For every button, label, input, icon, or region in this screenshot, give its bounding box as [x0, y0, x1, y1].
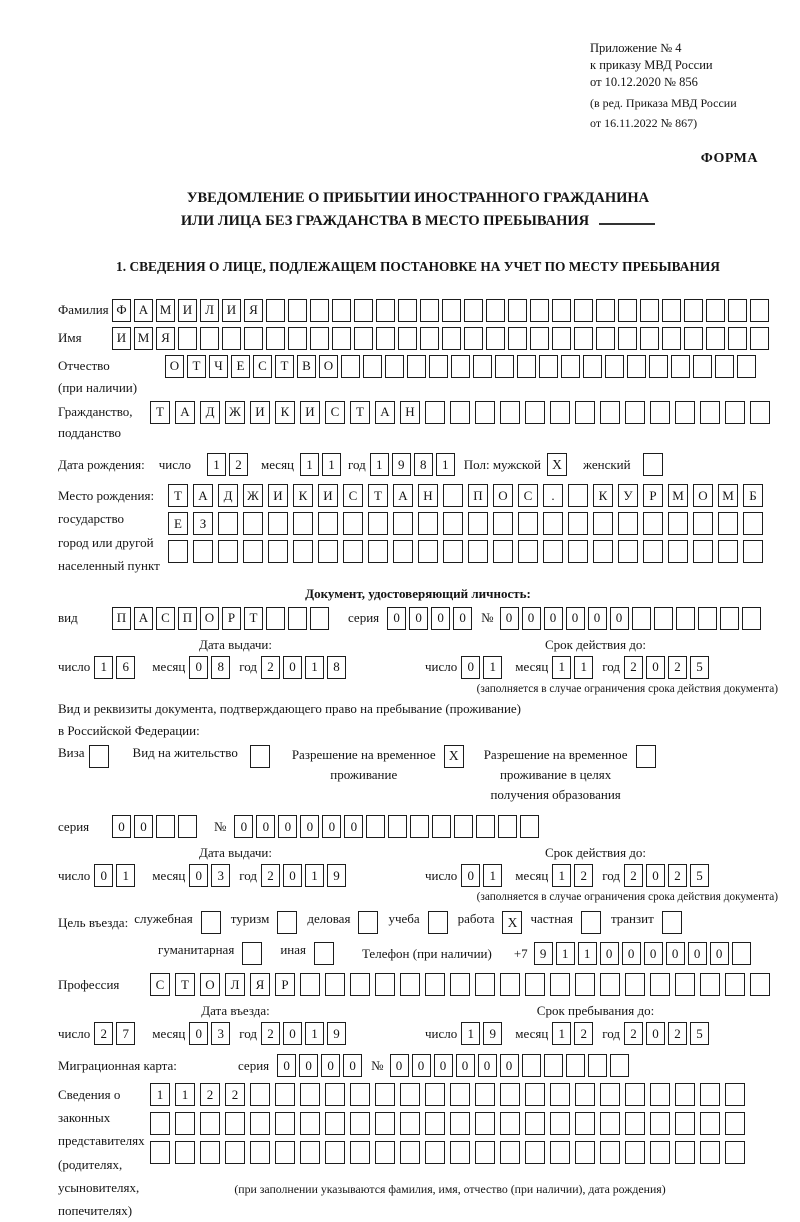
- residence-serial-row: [58, 815, 778, 838]
- year-label: год: [602, 1025, 621, 1041]
- surname-row: [58, 299, 778, 322]
- purpose-transit-label: транзит: [610, 911, 654, 927]
- purpose-tourism-label: туризм: [230, 911, 270, 927]
- stay-date-heading: Срок пребывания до:: [536, 1003, 655, 1019]
- residence-issue-day-cells[interactable]: 0 1: [94, 864, 138, 887]
- birth-date-row: [58, 453, 778, 476]
- identity-doc-dates: [58, 637, 778, 695]
- purpose-row1: [58, 911, 778, 934]
- month-label: месяц: [152, 659, 186, 675]
- validity-note: (заполняется в случае ограничения срока действия документа): [476, 682, 778, 695]
- purpose-humanitarian-label: гуманитарная: [158, 942, 235, 958]
- purpose-private-checkbox[interactable]: [581, 911, 601, 934]
- birth-day-cells[interactable]: 1 2: [207, 453, 251, 476]
- residence-doc-line2: в Российской Федерации:: [58, 722, 200, 738]
- patronymic-label: Отчество (при наличии): [58, 357, 138, 395]
- stay-day-cells[interactable]: 1 9: [461, 1022, 505, 1045]
- doc-type-label: вид: [58, 610, 78, 626]
- doc-seria-label: серия: [348, 610, 380, 626]
- representatives-cells-row1[interactable]: 1 1 2 2: [150, 1083, 750, 1106]
- entry-month-cells[interactable]: 0 3: [189, 1022, 233, 1045]
- representatives-label: Сведения о законных представителях (родителях, усыновителях, попечителях): [58, 1087, 145, 1218]
- migration-number-cells[interactable]: 0 0 0 0 0 0: [390, 1054, 632, 1077]
- residence-valid-day-cells[interactable]: 0 1: [461, 864, 505, 887]
- valid-date-heading: Срок действия до:: [544, 845, 647, 861]
- doc-issue-day-cells[interactable]: 1 6: [94, 656, 138, 679]
- name-label: Имя: [58, 330, 82, 346]
- year-label: год: [239, 1025, 258, 1041]
- phone-label: Телефон (при наличии): [361, 945, 492, 961]
- entry-day-cells[interactable]: 2 7: [94, 1022, 138, 1045]
- title-blank-line: [599, 209, 655, 225]
- purpose-work-checkbox[interactable]: X: [502, 911, 522, 934]
- edition-line: (в ред. Приказа МВД России: [590, 95, 737, 110]
- doc-type-cells[interactable]: П А С П О Р Т: [112, 607, 332, 630]
- doc-number-label: №: [481, 610, 494, 626]
- entry-dates: [58, 1003, 778, 1045]
- option-visa: [58, 745, 109, 768]
- purpose-transit-checkbox[interactable]: [662, 911, 682, 934]
- entry-date-heading: Дата въезда:: [201, 1003, 270, 1019]
- month-label: месяц: [515, 867, 549, 883]
- residence-permit-checkbox[interactable]: [250, 745, 270, 768]
- day-label: число: [158, 456, 191, 472]
- representatives-note: (при заполнении указываются фамилия, имя, отчество (при наличии), дата рождения): [234, 1182, 666, 1197]
- profession-cells[interactable]: С Т О Л Я Р: [150, 973, 775, 996]
- migration-number-label: №: [371, 1057, 384, 1073]
- migration-card-row: [58, 1054, 778, 1077]
- temp-residence-label: Разрешение на временное проживание: [291, 746, 436, 782]
- purpose-other-checkbox[interactable]: [314, 942, 334, 965]
- birth-place-cells-row1[interactable]: Т А Д Ж И К И С Т А Н П О С . К У Р М О М Б: [168, 484, 768, 507]
- day-label: число: [425, 1025, 458, 1041]
- birth-date-label: Дата рождения:: [58, 456, 145, 472]
- doc-seria-cells[interactable]: 0 0 0 0: [387, 607, 475, 630]
- day-label: число: [58, 1025, 91, 1041]
- option-residence-permit: [133, 745, 270, 768]
- migration-seria-cells[interactable]: 0 0 0 0: [277, 1054, 365, 1077]
- visa-checkbox[interactable]: [89, 745, 109, 768]
- phone-cells[interactable]: 9 1 1 0 0 0 0 0 0: [534, 942, 754, 965]
- purpose-label: Цель въезда:: [58, 914, 129, 930]
- residence-issue-month-cells[interactable]: 0 3: [189, 864, 233, 887]
- day-label: число: [425, 659, 458, 675]
- birth-place-cells-row3[interactable]: [168, 540, 768, 563]
- male-checkbox[interactable]: X: [547, 453, 567, 476]
- year-label: год: [348, 456, 366, 472]
- name-row: [58, 327, 778, 350]
- representatives-row: [58, 1083, 778, 1222]
- birth-place-cells-row2[interactable]: Е З: [168, 512, 768, 535]
- purpose-study-label: учеба: [388, 911, 420, 927]
- name-cells[interactable]: И М Я: [112, 327, 772, 350]
- stay-month-cells[interactable]: 1 2: [552, 1022, 596, 1045]
- month-label: месяц: [152, 867, 186, 883]
- doc-valid-day-cells[interactable]: 0 1: [461, 656, 505, 679]
- year-label: год: [602, 659, 621, 675]
- year-label: год: [602, 867, 621, 883]
- form-title-line1: УВЕДОМЛЕНИЕ О ПРИБЫТИИ ИНОСТРАННОГО ГРАЖДАНИНА: [186, 190, 650, 206]
- citizenship-row: [58, 401, 778, 445]
- valid-date-heading: Срок действия до:: [544, 636, 647, 652]
- purpose-official-checkbox[interactable]: [201, 911, 221, 934]
- profession-row: [58, 973, 778, 996]
- patronymic-row: [58, 355, 778, 399]
- migration-card-label: Миграционная карта:: [58, 1057, 177, 1073]
- residence-number-cells[interactable]: 0 0 0 0 0 0: [234, 815, 542, 838]
- day-label: число: [425, 867, 458, 883]
- edition-line: от 16.11.2022 № 867): [590, 115, 698, 130]
- residence-issue-year-cells[interactable]: 2 0 1 9: [261, 864, 349, 887]
- citizenship-label: Гражданство, подданство: [58, 403, 133, 441]
- month-label: месяц: [260, 456, 295, 472]
- entry-year-cells[interactable]: 2 0 1 9: [261, 1022, 349, 1045]
- option-temp-residence: [292, 745, 464, 785]
- purpose-business-checkbox[interactable]: [358, 911, 378, 934]
- purpose-private-label: частная: [530, 911, 573, 927]
- form-title: [58, 187, 778, 233]
- residence-doc-options: [58, 745, 778, 805]
- identity-doc-heading: Документ, удостоверяющий личность:: [305, 585, 531, 601]
- residence-doc-line1: Вид и реквизиты документа, подтверждающего право на пребывание (проживание): [58, 700, 522, 716]
- doc-issue-month-cells[interactable]: 0 8: [189, 656, 233, 679]
- purpose-work-label: работа: [457, 911, 495, 927]
- temp-residence-education-label: Разрешение на временное проживание в целях получения образования: [483, 746, 628, 803]
- profession-label: Профессия: [58, 976, 120, 992]
- residence-permit-label: Вид на жительство: [132, 744, 238, 760]
- appendix-line: Приложение № 4: [590, 41, 682, 55]
- doc-valid-month-cells[interactable]: 1 1: [552, 656, 596, 679]
- form-title-line2: ИЛИ ЛИЦА БЕЗ ГРАЖДАНСТВА В МЕСТО ПРЕБЫВАНИЯ: [58, 209, 778, 232]
- temp-residence-education-checkbox[interactable]: [636, 745, 656, 768]
- purpose-tourism-checkbox[interactable]: [277, 911, 297, 934]
- birth-month-cells[interactable]: 1 1: [300, 453, 344, 476]
- appendix-block: [590, 40, 778, 131]
- purpose-row2: [158, 942, 778, 965]
- day-label: число: [58, 867, 91, 883]
- purpose-official-label: служебная: [134, 911, 193, 927]
- birth-place-row: [58, 484, 778, 577]
- day-label: число: [58, 659, 91, 675]
- issue-date-heading: Дата выдачи:: [198, 636, 272, 652]
- month-label: месяц: [515, 1025, 549, 1041]
- residence-valid-month-cells[interactable]: 1 2: [552, 864, 596, 887]
- residence-seria-cells[interactable]: 0 0: [112, 815, 200, 838]
- doc-issue-year-cells[interactable]: 2 0 1 8: [261, 656, 349, 679]
- sex-male-label: Пол: мужской: [463, 456, 542, 472]
- option-temp-residence-education: [484, 745, 656, 805]
- year-label: год: [239, 659, 258, 675]
- appendix-line: к приказу МВД России: [590, 57, 713, 72]
- female-checkbox[interactable]: [643, 453, 663, 476]
- surname-label: Фамилия: [58, 302, 109, 318]
- representatives-cells-row3[interactable]: [150, 1141, 750, 1164]
- purpose-study-checkbox[interactable]: [428, 911, 448, 934]
- citizenship-cells[interactable]: Т А Д Ж И К И С Т А Н: [150, 401, 775, 424]
- representatives-cells-row2[interactable]: [150, 1112, 750, 1135]
- doc-number-cells[interactable]: 0 0 0 0 0 0: [500, 607, 764, 630]
- temp-residence-checkbox[interactable]: X: [444, 745, 464, 768]
- residence-seria-label: серия: [58, 818, 90, 834]
- appendix-line: от 10.12.2020 № 856: [590, 74, 698, 89]
- purpose-business-label: деловая: [307, 911, 351, 927]
- birth-place-label: Место рождения: государство город или другой населенный пункт: [58, 488, 160, 573]
- identity-doc-row: [58, 607, 778, 630]
- forma-label: ФОРМА: [700, 151, 758, 166]
- validity-note: (заполняется в случае ограничения срока действия документа): [476, 891, 778, 904]
- stay-year-cells[interactable]: 2 0 2 5: [624, 1022, 712, 1045]
- surname-cells[interactable]: Ф А М И Л И Я: [112, 299, 772, 322]
- issue-date-heading: Дата выдачи:: [198, 845, 272, 861]
- month-label: месяц: [152, 1025, 186, 1041]
- month-label: месяц: [515, 659, 549, 675]
- migration-seria-label: серия: [238, 1057, 270, 1073]
- doc-valid-year-cells[interactable]: 2 0 2 5: [624, 656, 712, 679]
- year-label: год: [239, 867, 258, 883]
- patronymic-cells[interactable]: О Т Ч Е С Т В О: [165, 355, 759, 378]
- section1-heading: 1. СВЕДЕНИЯ О ЛИЦЕ, ПОДЛЕЖАЩЕМ ПОСТАНОВКЕ НА УЧЕТ ПО МЕСТУ ПРЕБЫВАНИЯ: [116, 258, 720, 274]
- purpose-other-label: иная: [280, 942, 306, 958]
- visa-label: Виза: [58, 744, 85, 760]
- residence-valid-year-cells[interactable]: 2 0 2 5: [624, 864, 712, 887]
- purpose-humanitarian-checkbox[interactable]: [242, 942, 262, 965]
- residence-doc-dates: [58, 845, 778, 903]
- residence-number-label: №: [214, 818, 227, 834]
- phone-prefix: +7: [513, 945, 528, 961]
- sex-female-label: женский: [583, 456, 631, 472]
- birth-year-cells[interactable]: 1 9 8 1: [370, 453, 458, 476]
